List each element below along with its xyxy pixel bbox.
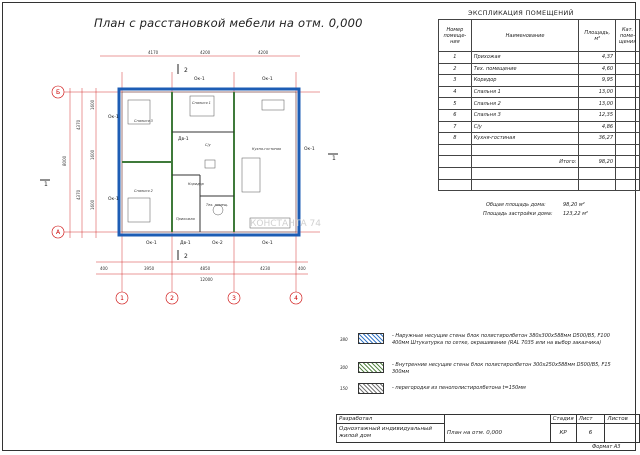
window-label: Ок-1 <box>108 115 119 120</box>
legend-swatch-partition <box>358 383 384 394</box>
stamp-developed: Разработал <box>337 415 445 424</box>
room-area: 13,00 <box>579 98 616 110</box>
axis-a: А <box>55 229 61 236</box>
room-area: 4,37 <box>579 52 616 64</box>
dim-bottom: 3950 <box>144 266 155 271</box>
stamp-sheet-number: 6 <box>576 424 605 443</box>
room-name: Итого: <box>471 156 579 168</box>
dim-top: 4200 <box>258 50 269 55</box>
header-category: Кат. поме-щения <box>616 20 640 52</box>
room-area: 36,27 <box>579 133 616 145</box>
stamp-object: Одноэтажный индивидуальный жилой дом <box>337 424 445 443</box>
dim-total: 12000 <box>200 277 213 282</box>
legend-inner-walls: - Внутренние несущие стены блок полистиролбетон 300х250х588мм D500/В5, F15 300мм <box>392 362 611 375</box>
legend-dim: 300 <box>340 365 348 370</box>
room-bedroom-2: Спальня 2 <box>134 189 153 193</box>
dim-left: 1600 <box>90 149 95 160</box>
section-mark: 1 <box>44 181 48 188</box>
plan-title: План с расстановкой мебели на отм. 0,000 <box>94 16 363 30</box>
room-number: 2 <box>439 63 472 75</box>
title-block <box>336 414 640 443</box>
legend-dim: 150 <box>340 386 348 391</box>
window-label: Ок-1 <box>146 241 157 246</box>
built-area-label: Площадь застройки дома: <box>483 211 553 217</box>
total-area-label: Общая площадь дома: <box>486 202 546 208</box>
dim-left: 4370 <box>76 189 81 200</box>
room-number: 7 <box>439 121 472 133</box>
room-name: Спальня 3 <box>471 109 579 121</box>
watermark: КОНСТАНТА 74 <box>250 219 321 229</box>
window-label: Ок-1 <box>304 147 315 152</box>
room-number: 5 <box>439 98 472 110</box>
total-area-value: 98,20 м² <box>563 202 585 208</box>
legend-partitions: - перегородки из пенополистиролбетона t=150мм <box>392 385 526 391</box>
room-bedroom-3: Спальня 3 <box>134 119 153 123</box>
room-area: 13,00 <box>579 86 616 98</box>
room-hallway: Прихожая <box>176 217 195 221</box>
room-name: Спальня 1 <box>471 86 579 98</box>
header-number: Номер помеще-ния <box>439 20 472 52</box>
dim-left: 4370 <box>76 119 81 130</box>
door-label: Дв-1 <box>180 241 191 246</box>
room-number: 3 <box>439 75 472 87</box>
stamp-format: Формат А3 <box>592 444 621 450</box>
explication-title: ЭКСПЛИКАЦИЯ ПОМЕЩЕНИЙ <box>468 9 574 17</box>
dim-bottom: 4230 <box>260 266 271 271</box>
room-name: Кухня-гостиная <box>471 133 579 145</box>
dim-top: 4200 <box>200 50 211 55</box>
legend-outer-walls: - Наружные несущие стены блок полистиролбетон 380х300х588мм D500/В5, F100 400мм Штукатурка по сетке, окрашивание (RAL 7035 или на выбор заказчика) <box>392 333 610 346</box>
dim-left: 1600 <box>90 99 95 110</box>
section-mark: 2 <box>184 253 188 260</box>
stamp-stage: КР <box>550 424 576 443</box>
room-area: 9,95 <box>579 75 616 87</box>
dim-bottom: 4850 <box>200 266 211 271</box>
room-bedroom-1: Спальня 1 <box>192 101 211 105</box>
axis-1: 1 <box>120 295 124 302</box>
room-name: Тех. помещение <box>471 63 579 75</box>
room-number: 4 <box>439 86 472 98</box>
window-label: Ок-2 <box>212 241 223 246</box>
room-area: 98,20 <box>579 156 616 168</box>
room-corridor: Коридор <box>188 182 204 186</box>
stamp-stage-header: Стадия <box>550 415 576 424</box>
room-area: 4,86 <box>579 121 616 133</box>
dim-bottom: 400 <box>100 266 108 271</box>
stamp-sheet-name: План на отм. 0,000 <box>444 424 550 443</box>
door-label: Дв-1 <box>178 137 189 142</box>
stamp-sheet-header: Лист <box>576 415 605 424</box>
built-area-value: 123,22 м² <box>563 211 588 217</box>
dim-top: 4170 <box>148 50 159 55</box>
room-area: 4,60 <box>579 63 616 75</box>
window-label: Ок-1 <box>108 197 119 202</box>
stamp-sheets-header: Листов <box>605 415 640 424</box>
legend-swatch-outer <box>358 333 384 344</box>
axis-2: 2 <box>170 295 174 302</box>
legend-dim: 380 <box>340 337 348 342</box>
header-name: Наименование <box>471 20 579 52</box>
room-number: 6 <box>439 109 472 121</box>
window-label: Ок-1 <box>262 241 273 246</box>
room-number: 1 <box>439 52 472 64</box>
inner-walls <box>122 92 234 232</box>
section-mark: 2 <box>184 67 188 74</box>
header-area: Площадь, м² <box>579 20 616 52</box>
axis-b: Б <box>55 89 61 96</box>
room-number: 8 <box>439 133 472 145</box>
room-area: 12,35 <box>579 109 616 121</box>
section-mark: 1 <box>332 155 336 162</box>
legend-swatch-inner <box>358 362 384 373</box>
room-name: Прихожая <box>471 52 579 64</box>
room-tech: Тех. помещ. <box>206 203 229 207</box>
room-name: С/у <box>471 121 579 133</box>
room-name: Спальня 2 <box>471 98 579 110</box>
axis-3: 3 <box>232 295 236 302</box>
axis-4: 4 <box>294 295 298 302</box>
dim-left: 1600 <box>90 199 95 210</box>
window-label: Ок-1 <box>262 77 273 82</box>
dim-left-total: 8000 <box>62 155 67 166</box>
dim-bottom: 400 <box>298 266 306 271</box>
room-kitchen-living: Кухня-гостиная <box>252 147 282 151</box>
room-name: Коридор <box>471 75 579 87</box>
room-bathroom: С/у <box>205 143 211 147</box>
window-label: Ок-1 <box>194 77 205 82</box>
